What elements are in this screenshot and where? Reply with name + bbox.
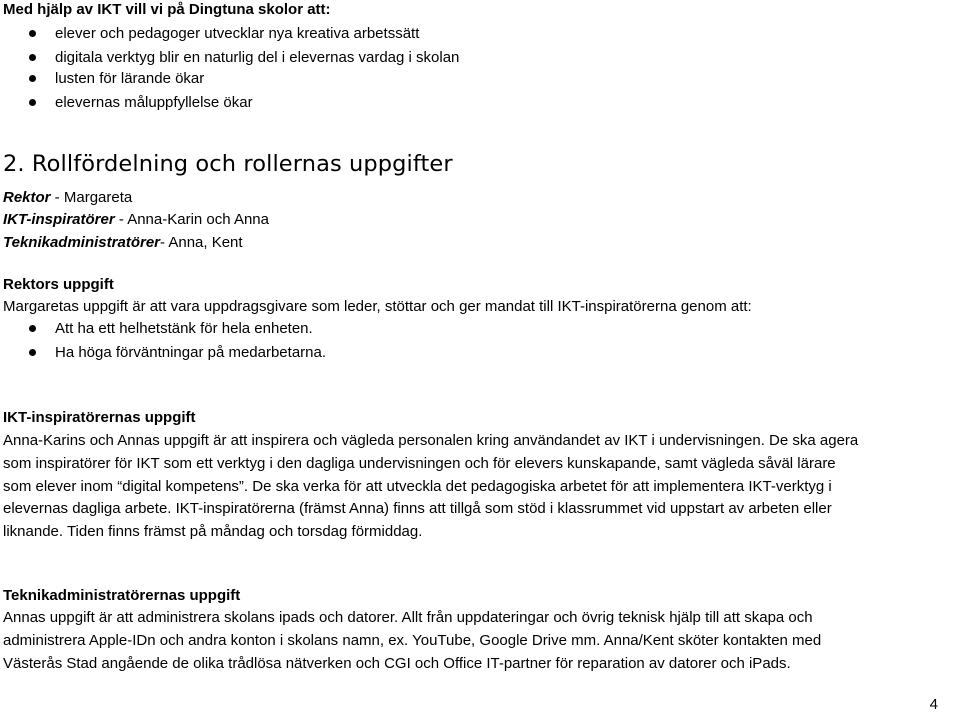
paragraph-line: som inspiratörer för IKT som ett verktyg i den dagliga undervisningen och för elevers kunskapande, samt vägleda såväl lärare [3,455,836,472]
list-item: Att ha ett helhetstänk för hela enheten. [55,320,313,337]
role-line-rektor [3,189,132,206]
role-name: IKT-inspiratörer [3,211,115,228]
list-item: Ha höga förväntningar på medarbetarna. [55,344,326,361]
role-line-ikt [3,211,269,228]
bullet-icon [29,54,36,61]
list-item: elever och pedagoger utvecklar nya kreativa arbetssätt [55,25,419,42]
paragraph-line: Västerås Stad angående de olika trådlösa nätverken och CGI och Office IT-partner för reparation av datorer och iPads. [3,655,791,672]
page-number: 4 [929,696,938,713]
ikt-heading: IKT-inspiratörernas uppgift [3,409,196,426]
role-line-teknik [3,234,243,251]
paragraph-line: administrera Apple-IDn och andra konton i skolans namn, ex. YouTube, Google Drive mm. Anna/Kent sköter kontakten med [3,632,822,649]
paragraph-line: som elever inom “digital kompetens”. De ska verka för att utveckla det pedagogiska arbetet för att implementera IKT-verktyg i [3,478,832,495]
paragraph-line: Anna-Karins och Annas uppgift är att inspirera och vägleda personalen kring användandet av IKT i undervisningen. De ska agera [3,432,859,449]
paragraph-line: Annas uppgift är att administrera skolans ipads och datorer. Allt från uppdateringar och övrig teknisk hjälp till att skapa och [3,609,813,626]
bullet-icon [29,325,36,332]
bullet-icon [29,99,36,106]
list-item: digitala verktyg blir en naturlig del i elevernas vardag i skolan [55,49,459,66]
bullet-icon [29,30,36,37]
role-separator: - [50,189,64,206]
role-separator: - [160,234,169,251]
list-item: lusten för lärande ökar [55,70,204,87]
paragraph-line: elevernas dagliga arbete. IKT-inspiratörerna (främst Anna) finns att tillgå som stöd i klassrummet vid uppstart av arbeten eller [3,500,832,517]
bullet-icon [29,349,36,356]
role-people: Margareta [63,189,133,206]
teknik-heading: Teknikadministratörernas uppgift [3,587,241,604]
role-name: Teknikadministratörer [3,234,160,251]
role-separator: - [114,211,128,228]
section-heading: 2. Rollfördelning och rollernas uppgifter [3,151,453,177]
rektor-text: Margaretas uppgift är att vara uppdragsgivare som leder, stöttar och ger mandat till IKT-inspiratörerna genom att: [3,298,752,315]
intro-title: Med hjälp av IKT vill vi på Dingtuna skolor att: [3,1,331,18]
paragraph-line: liknande. Tiden finns främst på måndag och torsdag förmiddag. [3,523,423,540]
bullet-icon [29,75,36,82]
list-item: elevernas måluppfyllelse ökar [55,94,253,111]
role-name: Rektor [3,189,51,206]
role-people: Anna-Karin och Anna [127,211,269,228]
role-people: Anna, Kent [168,234,243,251]
rektor-heading: Rektors uppgift [3,276,114,293]
